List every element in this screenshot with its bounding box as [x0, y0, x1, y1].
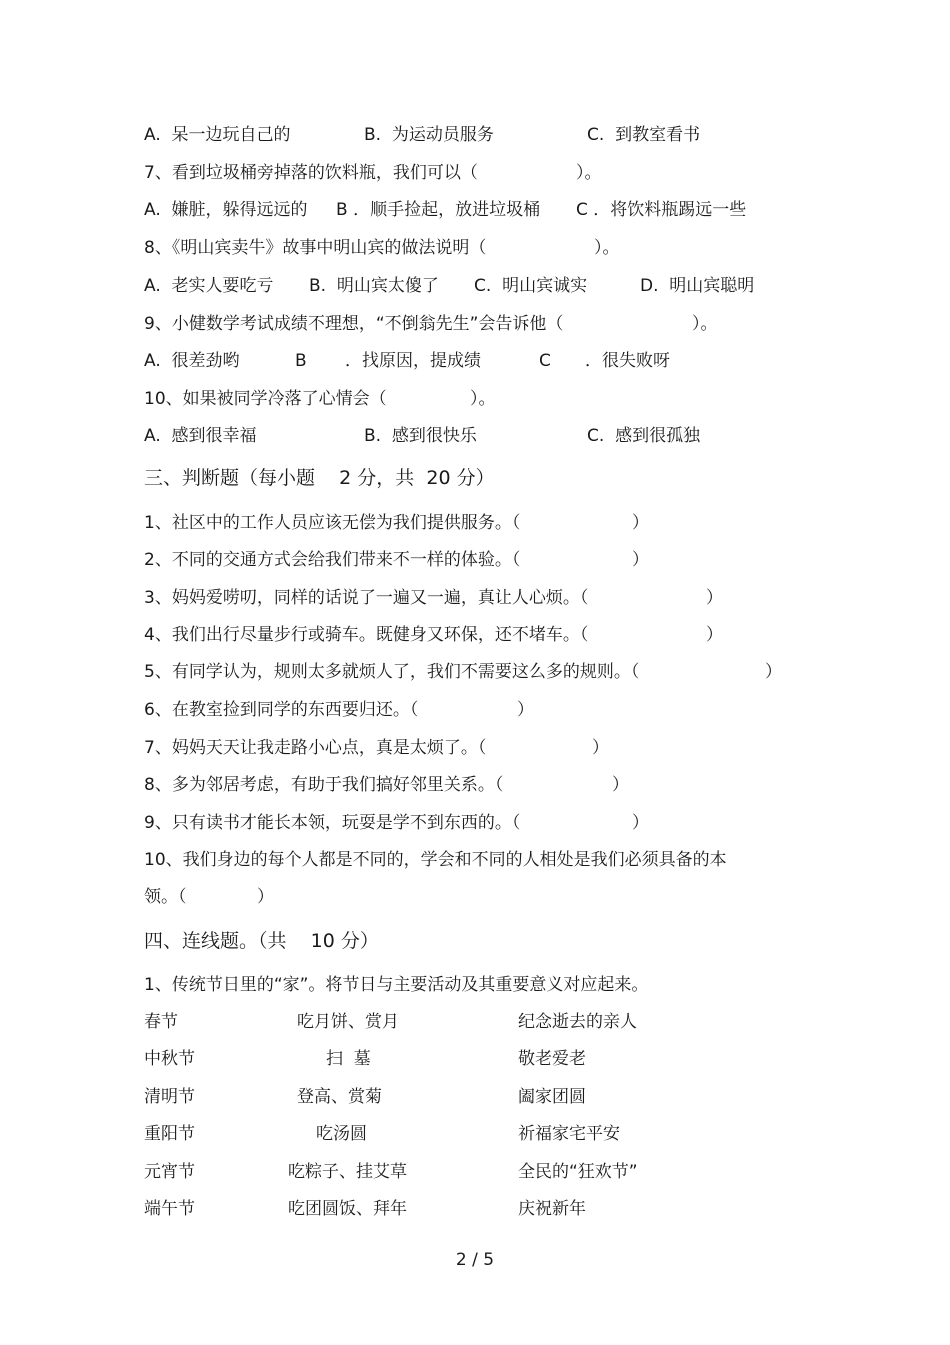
meaning-2: 敬老爱老 [518, 1049, 586, 1069]
q7-option-b: B ．顺手捡起，放进垃圾桶 [336, 200, 541, 220]
festival-5: 元宵节 [144, 1162, 195, 1182]
festival-1: 春节 [144, 1012, 178, 1032]
q7-option-c: C ．将饮料瓶踢远一些 [576, 200, 747, 220]
festival-2: 中秋节 [144, 1049, 195, 1069]
q10-option-b: B. 感到很快乐 [364, 426, 477, 446]
q10-stem: 10、如果被同学冷落了心情会（ [144, 389, 387, 409]
q9-stem: 9、小健数学考试成绩不理想，“不倒翁先生”会告诉他（ [144, 314, 564, 334]
q8-stem: 8、《明山宾卖牛》故事中明山宾的做法说明（ [144, 238, 487, 258]
judge-item-4-close: ） [706, 625, 723, 645]
q6-option-b: B. 为运动员服务 [364, 125, 494, 145]
activity-1: 吃月饼、赏月 [297, 1012, 399, 1032]
judge-item-6-close: ） [517, 700, 534, 720]
meaning-3: 阖家团圆 [518, 1087, 586, 1107]
q9-option-a: A. 很差劲哟 [144, 351, 240, 371]
q7-option-a: A. 嫌脏，躲得远远的 [144, 200, 308, 220]
activity-4: 吃汤圆 [316, 1124, 367, 1144]
q8-option-b: B. 明山宾太傻了 [309, 276, 439, 296]
judge-item-9-close: ） [632, 813, 649, 833]
q8-option-d: D. 明山宾聪明 [640, 276, 755, 296]
section4-title: 四、连线题。（共 10 分） [144, 930, 379, 952]
q9-option-c-letter: C [539, 351, 551, 371]
section3-title: 三、判断题（每小题 2 分，共 20 分） [144, 467, 495, 489]
q9-option-b-text: ．找原因，提成绩 [345, 351, 481, 371]
judge-item-10-continued: 领。（ [144, 887, 187, 907]
activity-3: 登高、赏菊 [297, 1087, 382, 1107]
meaning-4: 祈福家宅平安 [518, 1124, 620, 1144]
q7-close: ）。 [576, 163, 602, 183]
q10-close: ）。 [470, 389, 496, 409]
judge-item-10-close: ） [257, 887, 274, 907]
judge-item-9: 9、只有读书才能长本领，玩耍是学不到东西的。（ [144, 813, 521, 833]
q8-option-a: A. 老实人要吃亏 [144, 276, 274, 296]
activity-6: 吃团圆饭、拜年 [288, 1199, 407, 1219]
q9-option-c-text: ．很失败呀 [585, 351, 670, 371]
judge-item-7-close: ） [592, 738, 609, 758]
judge-item-4: 4、我们出行尽量步行或骑车。既健身又环保，还不堵车。（ [144, 625, 589, 645]
judge-item-2-close: ） [632, 550, 649, 570]
q8-close: ）。 [594, 238, 620, 258]
q10-option-c: C. 感到很孤独 [587, 426, 701, 446]
q7-stem: 7、看到垃圾桶旁掉落的饮料瓶，我们可以（ [144, 163, 478, 183]
judge-item-5: 5、有同学认为，规则太多就烦人了，我们不需要这么多的规则。（ [144, 662, 640, 682]
judge-item-3: 3、妈妈爱唠叨，同样的话说了一遍又一遍，真让人心烦。（ [144, 588, 589, 608]
q8-option-c: C. 明山宾诚实 [474, 276, 588, 296]
judge-item-5-close: ） [765, 662, 782, 682]
judge-item-10: 10、我们身边的每个人都是不同的，学会和不同的人相处是我们必须具备的本 [144, 850, 727, 870]
meaning-6: 庆祝新年 [518, 1199, 586, 1219]
judge-item-1-close: ） [632, 513, 649, 533]
activity-5: 吃粽子、挂艾草 [288, 1162, 407, 1182]
q6-option-a: A. 呆一边玩自己的 [144, 125, 291, 145]
judge-item-1: 1、社区中的工作人员应该无偿为我们提供服务。（ [144, 513, 521, 533]
q6-option-c: C. 到教室看书 [587, 125, 701, 145]
q10-option-a: A. 感到很幸福 [144, 426, 257, 446]
page-number: 2 / 5 [455, 1250, 495, 1270]
judge-item-8: 8、多为邻居考虑，有助于我们搞好邻里关系。（ [144, 775, 504, 795]
festival-6: 端午节 [144, 1199, 195, 1219]
q9-close: ）。 [692, 314, 718, 334]
judge-item-6: 6、在教室捡到同学的东西要归还。（ [144, 700, 419, 720]
judge-item-2: 2、不同的交通方式会给我们带来不一样的体验。（ [144, 550, 521, 570]
festival-3: 清明节 [144, 1087, 195, 1107]
meaning-5: 全民的“狂欢节” [518, 1162, 638, 1182]
judge-item-3-close: ） [706, 588, 723, 608]
q9-option-b-letter: B [295, 351, 307, 371]
meaning-1: 纪念逝去的亲人 [518, 1012, 637, 1032]
festival-4: 重阳节 [144, 1124, 195, 1144]
judge-item-7: 7、妈妈天天让我走路小心点，真是太烦了。（ [144, 738, 487, 758]
judge-item-8-close: ） [612, 775, 629, 795]
activity-2: 扫 墓 [326, 1049, 371, 1069]
matching-instruction: 1、传统节日里的“家”。将节日与主要活动及其重要意义对应起来。 [144, 975, 649, 995]
